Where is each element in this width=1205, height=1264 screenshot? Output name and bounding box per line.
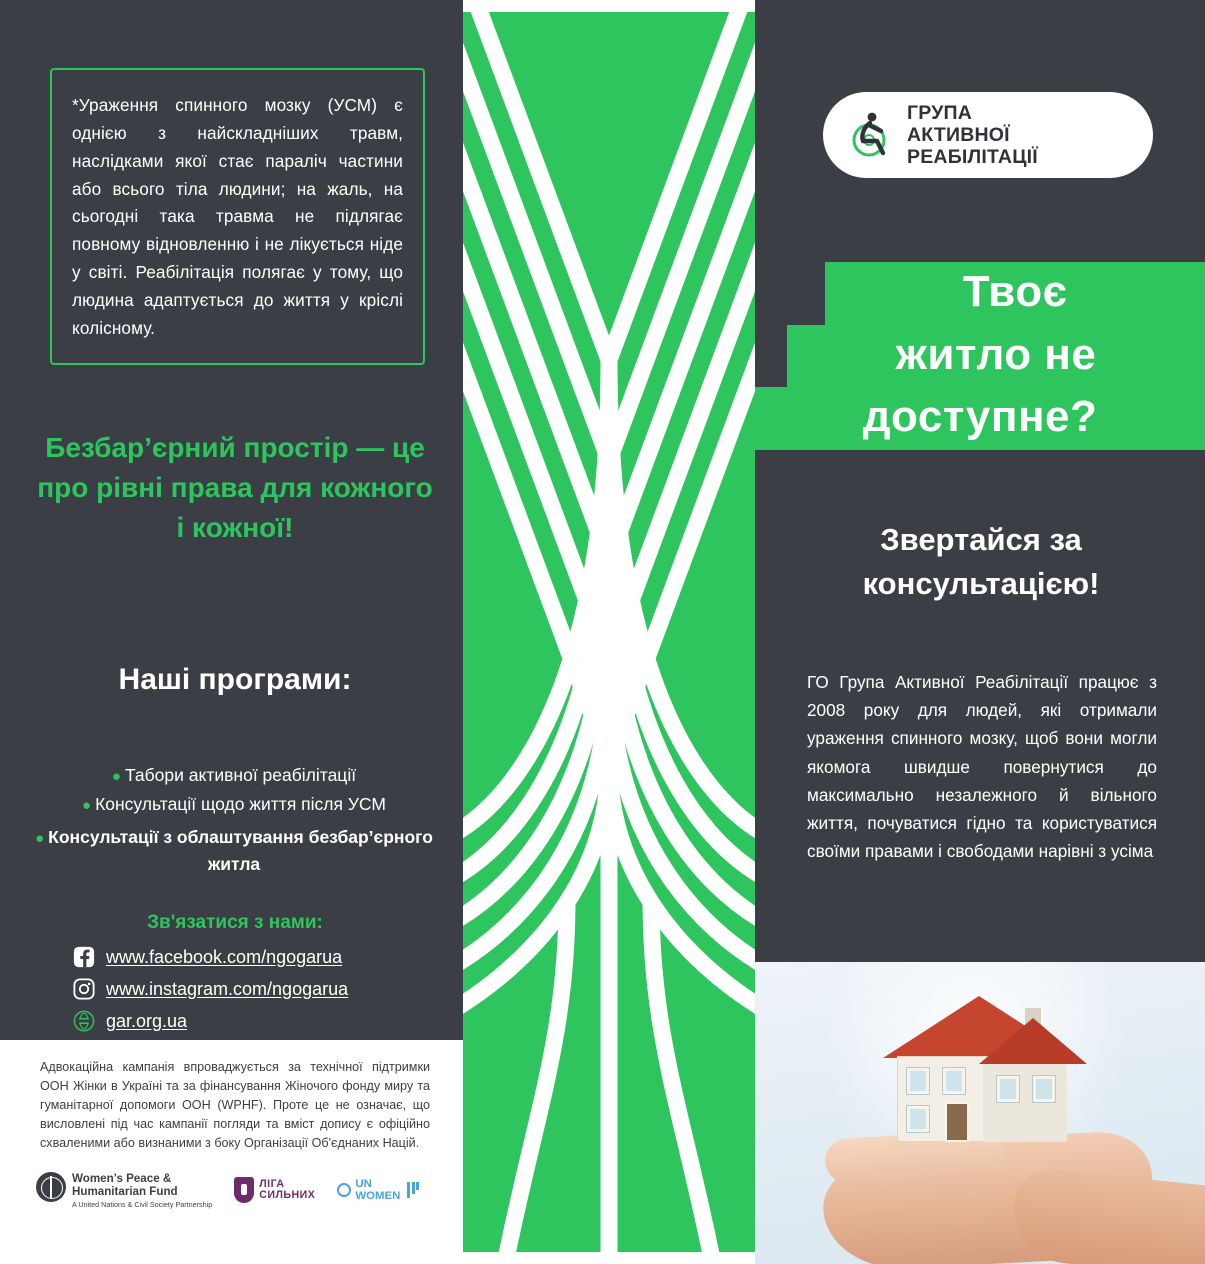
spinal-injury-note-box	[50, 68, 425, 365]
bullet-icon: ●	[82, 796, 92, 814]
programs-title: Наші програми:	[118, 663, 352, 696]
instagram-url[interactable]: www.instagram.com/ngogarua	[106, 978, 349, 999]
hero-line-3: доступне?	[755, 387, 1205, 450]
contact-website[interactable]	[72, 1006, 442, 1036]
program-label: Консультації з облаштування безбар’єрного житла	[48, 827, 433, 875]
liga-line2: СИЛЬНИХ	[259, 1189, 316, 1202]
wphf-line2: Humanitarian Fund	[72, 1185, 178, 1199]
hero-line-2: житло не	[787, 325, 1205, 388]
contact-instagram[interactable]	[72, 974, 442, 1004]
list-item	[24, 791, 444, 818]
hand-holding-house-photo	[755, 962, 1205, 1264]
brand-line-3: РЕАБІЛІТАЦІЇ	[907, 146, 1038, 169]
facebook-icon	[72, 945, 96, 969]
door	[945, 1102, 969, 1142]
window	[1033, 1076, 1055, 1102]
un-women-bars-icon	[407, 1182, 419, 1198]
un-women-circle-icon	[337, 1183, 351, 1197]
contact-facebook[interactable]	[72, 942, 442, 972]
center-pattern-panel	[463, 0, 755, 1264]
programs-list	[24, 762, 444, 881]
program-label: Консультації щодо життя після УСМ	[95, 794, 386, 815]
left-panel	[0, 0, 463, 1264]
link-icon	[72, 1009, 96, 1033]
chevron-pattern-graphic	[463, 0, 755, 1264]
instagram-icon	[72, 977, 96, 1001]
un-emblem-icon	[36, 1172, 66, 1202]
organization-logo	[823, 92, 1153, 178]
call-to-action-subheading: Звертайся за консультацією!	[862, 522, 1100, 602]
list-item	[24, 824, 444, 878]
shield-icon	[234, 1177, 254, 1203]
spinal-injury-note-text: *Ураження спинного мозку (УСМ) є однією з найскладніших травм, наслідками якої стає параліч частини або всього тіла людини; на жаль, на сьогодні така травма не підлягає повному відновленню і не лікується ніде у світі. Реабілітація полягає у тому, що людина адаптується до життя у кріслі колісному.	[72, 95, 403, 338]
house-wing	[983, 1062, 1067, 1142]
about-organization-text: ГО Група Активної Реабілітації працює з 2008 року для людей, які отримали ураження спинного мозку, щоб вони могли якомога швидше повернутися до максимально незалежного й вільного життя, почуватися гідно та користуватися своїми правами і свободами нарівні з усіма	[807, 672, 1157, 862]
wphf-subtitle: A United Nations & Civil Society Partnership	[72, 1199, 213, 1209]
wrist-shape	[1009, 1166, 1205, 1264]
list-item	[24, 762, 444, 789]
window	[907, 1106, 929, 1132]
unwomen-line1: UN	[355, 1177, 372, 1190]
hero-line-1: Твоє	[825, 262, 1205, 325]
window	[943, 1068, 965, 1094]
hero-headline	[755, 262, 1205, 450]
brand-line-2: АКТИВНОЇ	[907, 123, 1010, 146]
footer-disclaimer: Адвокаційна кампанія впроваджується за технічної підтримки ООН Жінки в Україні та за фінансування Жіночого фонду миру та гуманітарної допомоги ООН (WPHF). Проте це не означає, що висловлені під час кампанії погляди та вміст допису є офіційно схваленими або визнаними з боку Організації Об'єднаних Націй.	[40, 1060, 430, 1150]
window	[997, 1076, 1019, 1102]
contact-title: Зв'язатися з нами:	[147, 912, 323, 933]
unwomen-line2: WOMEN	[355, 1190, 401, 1203]
website-url[interactable]: gar.org.ua	[106, 1010, 188, 1031]
un-women-logo	[337, 1178, 419, 1203]
facebook-url[interactable]: www.facebook.com/ngogarua	[106, 946, 343, 967]
liga-line1: ЛІГА	[259, 1177, 285, 1190]
window	[907, 1068, 929, 1094]
wphf-line1: Women’s Peace &	[72, 1172, 172, 1185]
partner-logos	[36, 1172, 436, 1209]
contact-list	[72, 942, 442, 1038]
roof-secondary	[979, 1018, 1087, 1064]
bullet-icon: ●	[35, 830, 45, 847]
liga-silnykh-logo	[234, 1177, 315, 1203]
house-illustration	[875, 996, 1085, 1146]
wphf-logo	[36, 1172, 212, 1209]
barrier-free-heading: Безбар’єрний простір — це про рівні права для кожного і кожної!	[37, 432, 433, 543]
program-label: Табори активної реабілітації	[124, 765, 357, 785]
wheelchair-icon	[843, 109, 895, 161]
bullet-icon: ●	[111, 767, 121, 785]
brand-line-1: ГРУПА	[907, 101, 973, 124]
